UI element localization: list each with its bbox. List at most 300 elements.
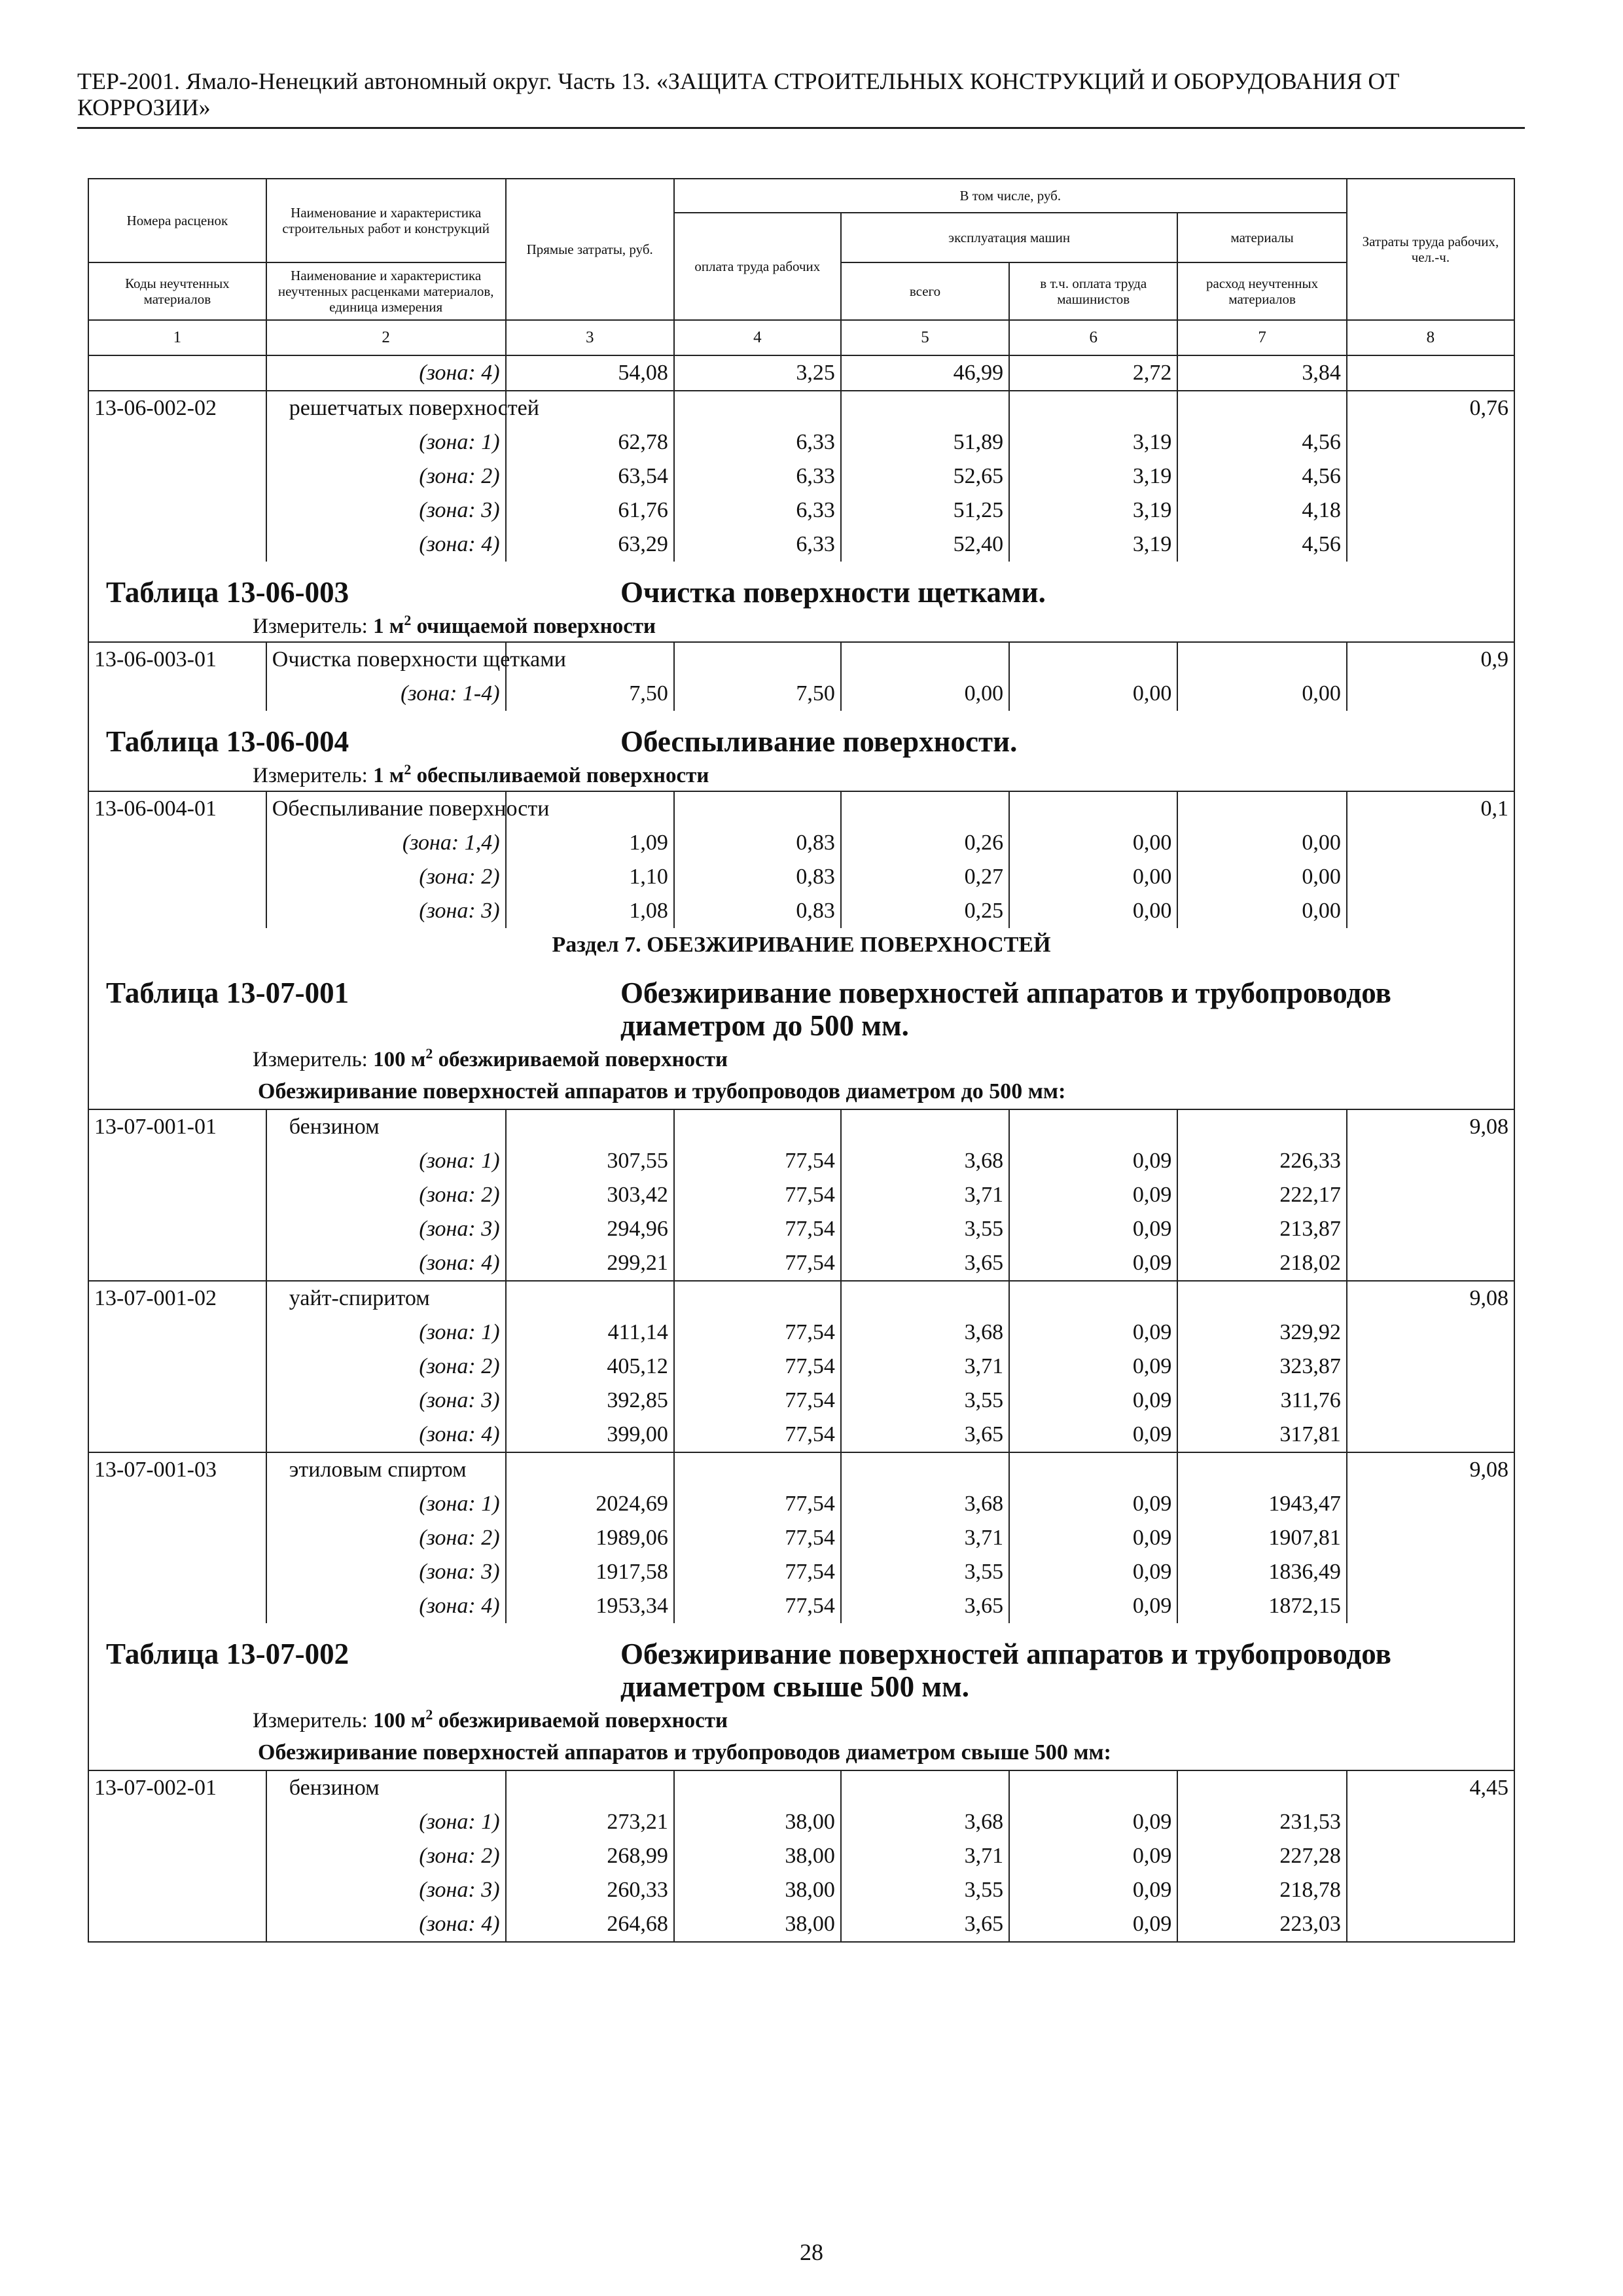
- cost-value-v6: 0,09: [1009, 1144, 1177, 1178]
- labor-value: [1347, 1418, 1514, 1452]
- cost-value-v5: [841, 791, 1009, 826]
- cost-value-v3: 268,99: [506, 1839, 674, 1873]
- table-title: [89, 711, 1514, 761]
- work-name-header: Наименование и характеристика строительных работ и конструкций: [266, 179, 506, 262]
- zone-label: (зона: 2): [266, 1839, 506, 1873]
- labor-value: 9,08: [1347, 1281, 1514, 1316]
- measure-object: обезжириваемой поверхности: [433, 1709, 728, 1732]
- table-row: [88, 1555, 1514, 1589]
- column-number: 4: [674, 320, 841, 355]
- cost-value-v3: 405,12: [506, 1350, 674, 1384]
- column-number: 5: [841, 320, 1009, 355]
- cost-value-v4: [674, 1452, 841, 1487]
- cost-value-v6: 0,09: [1009, 1418, 1177, 1452]
- cost-value-v6: 0,09: [1009, 1555, 1177, 1589]
- table-number: Таблица 13-07-001: [106, 977, 349, 1009]
- table-title: [89, 1623, 1514, 1706]
- cost-value-v7: 213,87: [1177, 1212, 1346, 1246]
- labor-value: [1347, 355, 1514, 391]
- cost-value-v7: 0,00: [1177, 677, 1346, 711]
- rate-name: бензином: [266, 1109, 506, 1144]
- cost-value-v7: 1943,47: [1177, 1487, 1346, 1521]
- group-row: [88, 1075, 1514, 1109]
- rate-code: [88, 425, 266, 459]
- rate-name: уайт-спиритом: [266, 1281, 506, 1316]
- column-number: 1: [88, 320, 266, 355]
- table-row: [88, 826, 1514, 860]
- zone-label: (зона: 1-4): [266, 677, 506, 711]
- cost-value-v3: 299,21: [506, 1246, 674, 1281]
- rate-code: [88, 677, 266, 711]
- table-row: [88, 1873, 1514, 1907]
- rate-code: [88, 894, 266, 928]
- running-header: ТЕР-2001. Ямало-Ненецкий автономный округ. Часть 13. «ЗАЩИТА СТРОИТЕЛЬНЫХ КОНСТРУКЦИЙ И ОБОРУДОВАНИЯ ОТ КОРРОЗИИ»: [77, 68, 1400, 120]
- measure-prefix: Измеритель:: [253, 1048, 368, 1071]
- table-row: [88, 425, 1514, 459]
- labor-value: 9,08: [1347, 1109, 1514, 1144]
- rates-document: [88, 178, 1515, 1943]
- cost-value-v6: 0,09: [1009, 1521, 1177, 1555]
- zone-label: (зона: 4): [266, 1246, 506, 1281]
- cost-value-v5: 3,65: [841, 1246, 1009, 1281]
- cost-value-v3: 273,21: [506, 1805, 674, 1839]
- labor-value: [1347, 1805, 1514, 1839]
- cost-value-v7: 323,87: [1177, 1350, 1346, 1384]
- cost-value-v5: 3,68: [841, 1144, 1009, 1178]
- page-number: 28: [800, 2239, 823, 2265]
- column-number: 8: [1347, 320, 1514, 355]
- rate-code: [88, 528, 266, 562]
- cost-value-v4: 0,83: [674, 860, 841, 894]
- cost-value-v5: 0,26: [841, 826, 1009, 860]
- rate-code: [88, 493, 266, 528]
- rate-code: [88, 1521, 266, 1555]
- labor-value: [1347, 894, 1514, 928]
- cost-value-v4: [674, 1281, 841, 1316]
- cost-value-v4: 77,54: [674, 1487, 841, 1521]
- labor-value: [1347, 1907, 1514, 1942]
- rate-name: бензином: [266, 1770, 506, 1805]
- cost-value-v6: 0,09: [1009, 1384, 1177, 1418]
- cost-value-v6: 0,09: [1009, 1589, 1177, 1623]
- labor-value: 0,1: [1347, 791, 1514, 826]
- cost-value-v3: 260,33: [506, 1873, 674, 1907]
- cost-value-v4: 77,54: [674, 1350, 841, 1384]
- table-row: [88, 1316, 1514, 1350]
- labor-value: [1347, 1316, 1514, 1350]
- zone-label: (зона: 1): [266, 1805, 506, 1839]
- cost-value-v7: 218,02: [1177, 1246, 1346, 1281]
- rate-code: [88, 1873, 266, 1907]
- cost-value-v6: 0,09: [1009, 1316, 1177, 1350]
- cost-value-v5: 52,40: [841, 528, 1009, 562]
- rate-code: [88, 1907, 266, 1942]
- measure-exponent: 2: [425, 1706, 433, 1723]
- cost-value-v6: 0,00: [1009, 894, 1177, 928]
- measure-object: обезжириваемой поверхности: [433, 1048, 728, 1071]
- cost-value-v7: 1836,49: [1177, 1555, 1346, 1589]
- rate-code: [88, 459, 266, 493]
- cost-value-v3: [506, 1109, 674, 1144]
- cost-value-v5: 0,27: [841, 860, 1009, 894]
- labor-value: [1347, 1144, 1514, 1178]
- labor-costs-header: Затраты труда рабочих, чел.-ч.: [1347, 179, 1514, 320]
- labor-value: [1347, 1212, 1514, 1246]
- measure-qty: 100 м: [373, 1709, 426, 1732]
- cost-value-v4: [674, 1109, 841, 1144]
- cost-value-v6: 3,19: [1009, 493, 1177, 528]
- labor-value: [1347, 1589, 1514, 1623]
- cost-value-v3: [506, 1452, 674, 1487]
- rate-code: [88, 1384, 266, 1418]
- table-row: [88, 894, 1514, 928]
- zone-label: (зона: 2): [266, 860, 506, 894]
- cost-value-v4: 38,00: [674, 1873, 841, 1907]
- cost-value-v7: 4,56: [1177, 528, 1346, 562]
- cost-value-v7: [1177, 1452, 1346, 1487]
- measure-line: [89, 1045, 1514, 1075]
- cost-value-v3: 7,50: [506, 677, 674, 711]
- measure-line: [89, 611, 1514, 641]
- cost-value-v6: [1009, 1281, 1177, 1316]
- table-title-row: [88, 1623, 1514, 1736]
- rate-code: 13-06-002-02: [88, 391, 266, 425]
- machine-operation-header: эксплуатация машин: [841, 213, 1178, 262]
- zone-label: (зона: 4): [266, 355, 506, 391]
- cost-value-v7: [1177, 642, 1346, 677]
- cost-value-v6: [1009, 1109, 1177, 1144]
- cost-value-v7: [1177, 1109, 1346, 1144]
- table-title: [89, 962, 1514, 1045]
- cost-value-v6: 0,09: [1009, 1246, 1177, 1281]
- measure-qty: 1 м: [373, 764, 404, 787]
- cost-value-v3: 399,00: [506, 1418, 674, 1452]
- measure-qty: 100 м: [373, 1048, 426, 1071]
- cost-value-v4: 77,54: [674, 1521, 841, 1555]
- table-row: [88, 791, 1514, 826]
- table-row: [88, 1144, 1514, 1178]
- cost-value-v7: 311,76: [1177, 1384, 1346, 1418]
- table-row: [88, 1805, 1514, 1839]
- cost-value-v6: 0,09: [1009, 1805, 1177, 1839]
- table-row: [88, 493, 1514, 528]
- rate-code: [88, 826, 266, 860]
- rate-code: [88, 1212, 266, 1246]
- column-number: 2: [266, 320, 506, 355]
- column-number: 6: [1009, 320, 1177, 355]
- cost-value-v3: 303,42: [506, 1178, 674, 1212]
- column-number: 7: [1177, 320, 1346, 355]
- rate-code: [88, 1487, 266, 1521]
- zone-label: (зона: 3): [266, 1555, 506, 1589]
- cost-value-v3: 54,08: [506, 355, 674, 391]
- labor-value: [1347, 1555, 1514, 1589]
- rate-code: [88, 1144, 266, 1178]
- labor-value: [1347, 528, 1514, 562]
- measure-line: [89, 1706, 1514, 1736]
- cost-value-v7: 227,28: [1177, 1839, 1346, 1873]
- cost-value-v4: 6,33: [674, 528, 841, 562]
- table-name: Очистка поверхности щетками.: [620, 576, 1046, 609]
- cost-value-v6: 3,19: [1009, 425, 1177, 459]
- measure-unit: [373, 1706, 728, 1732]
- zone-label: (зона: 1): [266, 1316, 506, 1350]
- cost-value-v5: [841, 1109, 1009, 1144]
- cost-value-v5: [841, 1281, 1009, 1316]
- zone-label: (зона: 3): [266, 1212, 506, 1246]
- labor-value: [1347, 459, 1514, 493]
- table-number: Таблица 13-07-002: [106, 1638, 349, 1670]
- table-row: [88, 1589, 1514, 1623]
- table-row: [88, 1178, 1514, 1212]
- cost-value-v5: 3,55: [841, 1873, 1009, 1907]
- table-row: [88, 1350, 1514, 1384]
- rate-code: 13-07-001-02: [88, 1281, 266, 1316]
- cost-value-v3: 63,54: [506, 459, 674, 493]
- cost-value-v5: 3,68: [841, 1316, 1009, 1350]
- labor-value: [1347, 1178, 1514, 1212]
- table-header: [88, 179, 1514, 355]
- rate-code: [88, 1246, 266, 1281]
- cost-value-v7: 3,84: [1177, 355, 1346, 391]
- cost-value-v3: 264,68: [506, 1907, 674, 1942]
- cost-value-v3: 392,85: [506, 1384, 674, 1418]
- labor-value: 4,45: [1347, 1770, 1514, 1805]
- cost-value-v4: 77,54: [674, 1178, 841, 1212]
- header-rule: [77, 127, 1525, 129]
- cost-value-v4: 6,33: [674, 493, 841, 528]
- zone-label: (зона: 2): [266, 1350, 506, 1384]
- cost-value-v7: 0,00: [1177, 894, 1346, 928]
- labor-value: [1347, 1246, 1514, 1281]
- rate-numbers-header: Номера расценок: [88, 179, 266, 262]
- table-row: [88, 1418, 1514, 1452]
- cost-value-v4: 77,54: [674, 1144, 841, 1178]
- measure-exponent: 2: [404, 612, 412, 628]
- cost-value-v6: [1009, 391, 1177, 425]
- zone-label: (зона: 4): [266, 1589, 506, 1623]
- cost-value-v5: 3,68: [841, 1805, 1009, 1839]
- cost-value-v6: 0,09: [1009, 1839, 1177, 1873]
- cost-value-v4: 77,54: [674, 1418, 841, 1452]
- cost-value-v3: [506, 1770, 674, 1805]
- cost-value-v4: 0,83: [674, 826, 841, 860]
- cost-value-v3: 61,76: [506, 493, 674, 528]
- cost-value-v4: [674, 1770, 841, 1805]
- cost-value-v5: 51,25: [841, 493, 1009, 528]
- cost-value-v5: [841, 642, 1009, 677]
- cost-value-v5: 0,00: [841, 677, 1009, 711]
- zone-label: (зона: 1): [266, 1144, 506, 1178]
- cost-value-v4: 3,25: [674, 355, 841, 391]
- table-row: [88, 1109, 1514, 1144]
- labor-value: [1347, 493, 1514, 528]
- table-row: [88, 1281, 1514, 1316]
- cost-value-v5: 3,65: [841, 1589, 1009, 1623]
- cost-value-v3: 1989,06: [506, 1521, 674, 1555]
- cost-value-v3: [506, 1281, 674, 1316]
- cost-value-v5: 3,55: [841, 1555, 1009, 1589]
- zone-label: (зона: 2): [266, 1178, 506, 1212]
- zone-label: (зона: 3): [266, 894, 506, 928]
- cost-value-v7: 218,78: [1177, 1873, 1346, 1907]
- group-heading: Обезжиривание поверхностей аппаратов и трубопроводов диаметром свыше 500 мм:: [88, 1736, 1514, 1770]
- table-title-row: [88, 711, 1514, 791]
- cost-value-v6: 0,00: [1009, 677, 1177, 711]
- cost-value-v4: 6,33: [674, 459, 841, 493]
- cost-value-v6: 0,09: [1009, 1873, 1177, 1907]
- rate-code: 13-06-003-01: [88, 642, 266, 677]
- cost-value-v3: 307,55: [506, 1144, 674, 1178]
- cost-value-v4: 77,54: [674, 1589, 841, 1623]
- measure-line: [89, 761, 1514, 791]
- measure-object: обеспыливаемой поверхности: [411, 764, 709, 787]
- cost-value-v7: [1177, 391, 1346, 425]
- machines-total-header: всего: [841, 262, 1009, 320]
- rate-code: [88, 355, 266, 391]
- cost-value-v5: 3,71: [841, 1178, 1009, 1212]
- unaccounted-name-header: Наименование и характеристика неучтенных расценками материалов, единица измерения: [266, 262, 506, 320]
- cost-value-v4: [674, 391, 841, 425]
- labor-value: [1347, 1384, 1514, 1418]
- measure-unit: [373, 761, 709, 787]
- table-name: Обезжиривание поверхностей аппаратов и трубопроводов диаметром до 500 мм.: [620, 977, 1391, 1042]
- table-number: Таблица 13-06-003: [106, 576, 349, 609]
- cost-value-v5: 52,65: [841, 459, 1009, 493]
- cost-value-v5: 3,71: [841, 1521, 1009, 1555]
- rate-code: [88, 1805, 266, 1839]
- cost-value-v7: 222,17: [1177, 1178, 1346, 1212]
- labor-value: [1347, 425, 1514, 459]
- labor-value: [1347, 1873, 1514, 1907]
- rate-name: решетчатых поверхностей: [266, 391, 506, 425]
- cost-value-v5: [841, 391, 1009, 425]
- zone-label: (зона: 4): [266, 1418, 506, 1452]
- table-row: [88, 1452, 1514, 1487]
- cost-value-v6: 3,19: [1009, 528, 1177, 562]
- cost-value-v5: 3,68: [841, 1487, 1009, 1521]
- cost-value-v6: 3,19: [1009, 459, 1177, 493]
- labor-value: [1347, 826, 1514, 860]
- zone-label: (зона: 1): [266, 425, 506, 459]
- table-row: [88, 1212, 1514, 1246]
- including-header: В том числе, руб.: [674, 179, 1347, 213]
- labor-value: 9,08: [1347, 1452, 1514, 1487]
- cost-value-v5: 3,65: [841, 1418, 1009, 1452]
- measure-unit: [373, 1045, 728, 1071]
- measure-exponent: 2: [425, 1045, 433, 1062]
- table-title-row: [88, 562, 1514, 642]
- rate-code: 13-07-002-01: [88, 1770, 266, 1805]
- cost-value-v4: 77,54: [674, 1555, 841, 1589]
- cost-value-v3: 294,96: [506, 1212, 674, 1246]
- cost-value-v4: 77,54: [674, 1316, 841, 1350]
- cost-value-v5: 3,65: [841, 1907, 1009, 1942]
- labor-value: [1347, 1839, 1514, 1873]
- labor-value: [1347, 1521, 1514, 1555]
- table-title-row: [88, 962, 1514, 1075]
- zone-label: (зона: 3): [266, 1873, 506, 1907]
- rate-name: Очистка поверхности щетками: [266, 642, 506, 677]
- cost-value-v3: 1,08: [506, 894, 674, 928]
- materials-header: материалы: [1177, 213, 1346, 262]
- cost-value-v6: [1009, 1452, 1177, 1487]
- measure-prefix: Измеритель:: [253, 1709, 368, 1732]
- cost-value-v6: 2,72: [1009, 355, 1177, 391]
- rates-table: [88, 178, 1515, 1943]
- cost-value-v4: 77,54: [674, 1212, 841, 1246]
- zone-label: (зона: 2): [266, 459, 506, 493]
- cost-value-v6: 0,09: [1009, 1212, 1177, 1246]
- rate-name: этиловым спиртом: [266, 1452, 506, 1487]
- section-heading: Раздел 7. ОБЕЗЖИРИВАНИЕ ПОВЕРХНОСТЕЙ: [88, 928, 1514, 962]
- cost-value-v6: 0,09: [1009, 1178, 1177, 1212]
- group-heading: Обезжиривание поверхностей аппаратов и трубопроводов диаметром до 500 мм:: [88, 1075, 1514, 1109]
- table-row: [88, 391, 1514, 425]
- table-row: [88, 355, 1514, 391]
- rate-code: [88, 1555, 266, 1589]
- cost-value-v5: [841, 1770, 1009, 1805]
- measure-prefix: Измеритель:: [253, 615, 368, 638]
- table-row: [88, 1521, 1514, 1555]
- cost-value-v7: 226,33: [1177, 1144, 1346, 1178]
- table-name: Обеспыливание поверхности.: [620, 725, 1018, 758]
- cost-value-v7: 1872,15: [1177, 1589, 1346, 1623]
- direct-costs-header: Прямые затраты, руб.: [506, 179, 674, 320]
- rate-code: [88, 1418, 266, 1452]
- section-row: [88, 928, 1514, 962]
- table-name: Обезжиривание поверхностей аппаратов и трубопроводов диаметром свыше 500 мм.: [620, 1638, 1391, 1703]
- cost-value-v7: 329,92: [1177, 1316, 1346, 1350]
- table-number: Таблица 13-06-004: [106, 725, 349, 758]
- cost-value-v5: [841, 1452, 1009, 1487]
- cost-value-v7: [1177, 1770, 1346, 1805]
- machinist-pay-header: в т.ч. оплата труда машинистов: [1009, 262, 1177, 320]
- zone-label: (зона: 4): [266, 1907, 506, 1942]
- cost-value-v4: 7,50: [674, 677, 841, 711]
- codes-unaccounted-header: Коды неучтенных материалов: [88, 262, 266, 320]
- table-row: [88, 1487, 1514, 1521]
- cost-value-v7: [1177, 1281, 1346, 1316]
- labor-value: [1347, 1350, 1514, 1384]
- zone-label: (зона: 3): [266, 493, 506, 528]
- cost-value-v5: 0,25: [841, 894, 1009, 928]
- cost-value-v6: 0,00: [1009, 860, 1177, 894]
- column-number: 3: [506, 320, 674, 355]
- measure-exponent: 2: [404, 761, 412, 778]
- measure-prefix: Измеритель:: [253, 764, 368, 787]
- cost-value-v6: [1009, 642, 1177, 677]
- table-body: [88, 355, 1514, 1942]
- rate-code: [88, 1839, 266, 1873]
- cost-value-v4: 77,54: [674, 1246, 841, 1281]
- table-row: [88, 1770, 1514, 1805]
- rate-code: 13-07-001-03: [88, 1452, 266, 1487]
- measure-unit: [373, 612, 656, 638]
- cost-value-v7: 4,56: [1177, 459, 1346, 493]
- labor-value: 0,9: [1347, 642, 1514, 677]
- zone-label: (зона: 4): [266, 528, 506, 562]
- labor-value: 0,76: [1347, 391, 1514, 425]
- table-row: [88, 1907, 1514, 1942]
- zone-label: (зона: 1,4): [266, 826, 506, 860]
- cost-value-v7: 231,53: [1177, 1805, 1346, 1839]
- cost-value-v3: 1953,34: [506, 1589, 674, 1623]
- labor-value: [1347, 1487, 1514, 1521]
- measure-object: очищаемой поверхности: [411, 615, 656, 638]
- group-row: [88, 1736, 1514, 1770]
- rate-code: [88, 1350, 266, 1384]
